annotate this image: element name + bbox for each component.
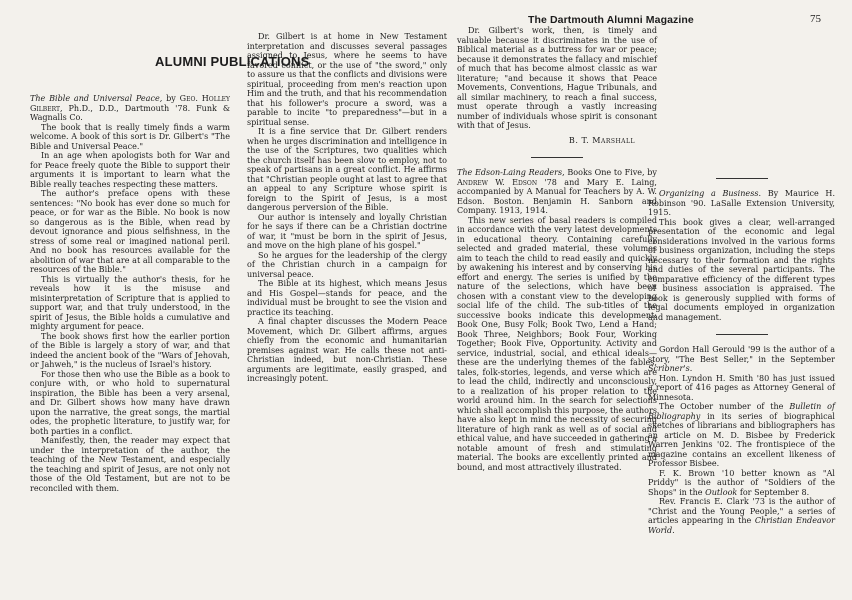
divider [531,157,583,158]
note-publication: Christian Endeavor World. [648,516,835,535]
review1-author: Geo. Holley Gilbert, [30,94,231,113]
note-text: The October number of the [659,402,784,411]
review1-paragraph: The book that is really timely finds a warm welcome. A book of this sort is Dr. Gilbert's "The Bible and Universal Peace." [30,122,230,151]
review1-citation [30,94,230,123]
note-publication: Outlook [705,487,738,497]
review1-paragraph: In an age when apologists both for War and for Peace freely quote the Bible to support their arguments it is important to learn what the Bible really teaches respecting these matters. [30,151,230,189]
review2-details-a: Books One to Five, by [567,168,657,177]
note-brown [648,469,835,498]
column-1 [30,94,230,493]
note-text: for September 8. [739,487,810,497]
column-2 [247,14,447,384]
note-text: Rev. Francis E. Clark '73 is the author of "Christ and the Young People," a series of articles appearing in the [648,497,835,525]
note-publication: Bulletin of Bibliography [648,402,835,421]
review2-details-b: '78 and Mary E. Laing, accompanied by A Manual for Teachers by A. W. Edson. Boston. Benjamin H. Sanborn and Company. 1913, 1914. [457,177,657,215]
note-clark [648,497,835,535]
divider [716,178,768,179]
review1-book-title: The Bible and Universal Peace, [30,94,163,103]
review1-paragraph: The author's preface opens with these sentences: "No book has ever done so much for peace, or for war as the Bible. No book is now so dangerous as is the Bible, when read by devout ignorance and pious selfishness, in the stress of some real or imagined national peril. And no book has resources available for the abolition of war that are at all comparable to the resources of the Bible." [30,189,230,274]
review1-paragraph: A final chapter discusses the Modern Peace Movement, which Dr. Gilbert affirms, argues chiefly from the economic and humanitarian premises against war. He calls these not anti-Christian indeed, but non-Christian. These arguments are legitimate, easily grasped, and increasingly potent. [247,317,447,383]
review2-author: Andrew W. Edson [457,177,538,187]
review1-paragraph: The book shows first how the earlier portion of the Bible is largely a story of war, and that indeed the ancient book of the "Wars of Jehovah, or Jahweh," is the nucleus of Israel's history. [30,331,230,369]
review2-book-title: The Edson-Laing Readers, [457,168,565,177]
review1-paragraph: For those then who use the Bible as a book to conjure with, or who hold to supernatural inspiration, the Bible has been a very arsenal, and Dr. Gilbert shows how many have drawn upon the narrative, the great songs, the martial odes, the prophetic literature, to justify war, for both parties in a conflict. [30,369,230,436]
note-bulletin [648,402,835,469]
review2-paragraph: This new series of basal readers is compiled in accordance with the very latest developments in educational theory. Containing carefully selected and graded material, these volumes aim to teach the child to read easily and quickly by awakening his interest and by conserving his effort and energy. The series is unified by the nature of the selections, which have been chosen with a constant view to the developing social life of the child. The sub-titles of the successive books indicate this development: Book One, Busy Folk; Book Two, Lend a Hand; Book Three, Neighbors; Book Four, Working Together; Book Five, Opportunity. Activity and service, industrial, social, and ethical ideals—these are the underlying themes of the fables, tales, folk-stories, legends, and verse which are to lead the child, indirectly and unconsciously, to a realization of his proper relation to the world around him. In the search for selections which shall accomplish this purpose, the authors have also kept in mind the necessity of securing literature of high rank as well as of social and ethical value, and have succeeded in gathering a notable amount of fresh and stimulating material. The books are excellently printed and bound, and most attractively illustrated. [457,215,657,472]
note-text: in its series of biographical sketches of librarians and bibliographers has an article on M. D. Bisbee by Frederick Warren Jenkins '02. The frontispiece of the magazine contains an excellent likeness of Professor Bisbee. [648,411,835,468]
note-smith: Hon. Lyndon H. Smith '80 has just issued a report of 416 pages as Attorney General of Minnesota. [648,373,835,402]
review1-paragraph: Dr. Gilbert is at home in New Testament interpretation and discusses several passages assigned to Jesus, where he seems to have favored conflict, or the use of "the sword," only to assure us that the conflicts and divisions were spiritual, proceeding from men's reaction upon Him and the truth, and that his recommendation that his follower's procure a sword, was a parable to incite "to preparedness"—but in a spiritual sense. [247,32,447,127]
note-gerould [648,345,835,374]
note-text: Gordon Hall Gerould '99 is the author of a story, "The Best Seller," in the September [648,345,835,364]
column-4 [648,26,835,535]
section-title: ALUMNI PUBLICATIONS [155,54,310,69]
review1-paragraph: Dr. Gilbert's work, then, is timely and valuable because it discriminates in the use of Biblical material as a buttress for war or peace; because it demonstrates the fallacy and mischief of much that has become almost classic as war literature; "and because it shows that Peace Movements, Conventions, Hague Tribunals, and all similar machinery, to reach a final success, must operate through a vastly increasing number of individuals whose spirit is consonant with that of Jesus. [457,26,657,130]
review1-paragraph: So he argues for the leadership of the clergy of the Christian church in a campaign for universal peace. [247,250,447,279]
review2-citation [457,168,657,216]
review1-signature: B. T. Marshall [568,135,635,145]
review1-paragraph: Manifestly, then, the reader may expect that under the interpretation of the author, the teaching of the New Testament, and especially the teaching and spirit of Jesus, are not only not those of the Old Testament, but are not to be reconciled with them. [30,436,230,493]
review3-citation [648,189,835,218]
review3-paragraph: This book gives a clear, well-arranged presentation of the economic and legal considerations involved in the various forms of business organization, including the steps necessary to their formation and the rights and duties of the several participants. The comparative efficiency of the different types of business association is appraised. The book is generously supplied with forms of legal documents employed in organization and management. [648,217,835,322]
running-head: The Dartmouth Alumni Magazine [528,14,694,26]
review3-book-title: Organizing a Business. [659,189,762,198]
review1-imprint: Ph.D., D.D., Dartmouth '78. Funk & Wagnalls Co. [30,103,230,122]
review1-paragraph: Our author is intensely and loyally Christian for he says if there can be a Christian doctrine of war, it "must be born in the spirit of Jesus, and move on the high plane of his gospel." [247,212,447,250]
divider [716,334,768,335]
review1-paragraph: This is virtually the author's thesis, for he reveals how it is the misuse and misinterpretation of Scripture that is applied to support war, and that truly understood, in the spirit of Jesus, the Bible holds a cumulative and mighty argument for peace. [30,274,230,331]
note-publication: Scribner's. [648,364,693,373]
page-number: 75 [810,13,821,25]
review1-by: by [166,94,176,103]
note-text: F. K. Brown '10 better known as "Al Priddy" is the author of "Soldiers of the Shops" in the [648,468,835,497]
column-3 [457,14,657,472]
review3-details: By Maurice H. Robinson '90. LaSalle Extension University, 1915. [648,189,835,217]
review1-paragraph: It is a fine service that Dr. Gilbert renders when he urges discrimination and intelligence in the use of the Scriptures, two qualities which the church itself has been slow to employ, not to speak of partisans in a great conflict. He affirms that "Christian people ought at last to agree that an appeal to any Scripture whose spirit is foreign to the Spirit of Jesus, is a most dangerous perversion of the Bible. [247,127,447,212]
review1-paragraph: The Bible at its highest, which means Jesus and His Gospel—stands for peace, and the individual must be brought to see the vision and practice its teaching. [247,279,447,317]
